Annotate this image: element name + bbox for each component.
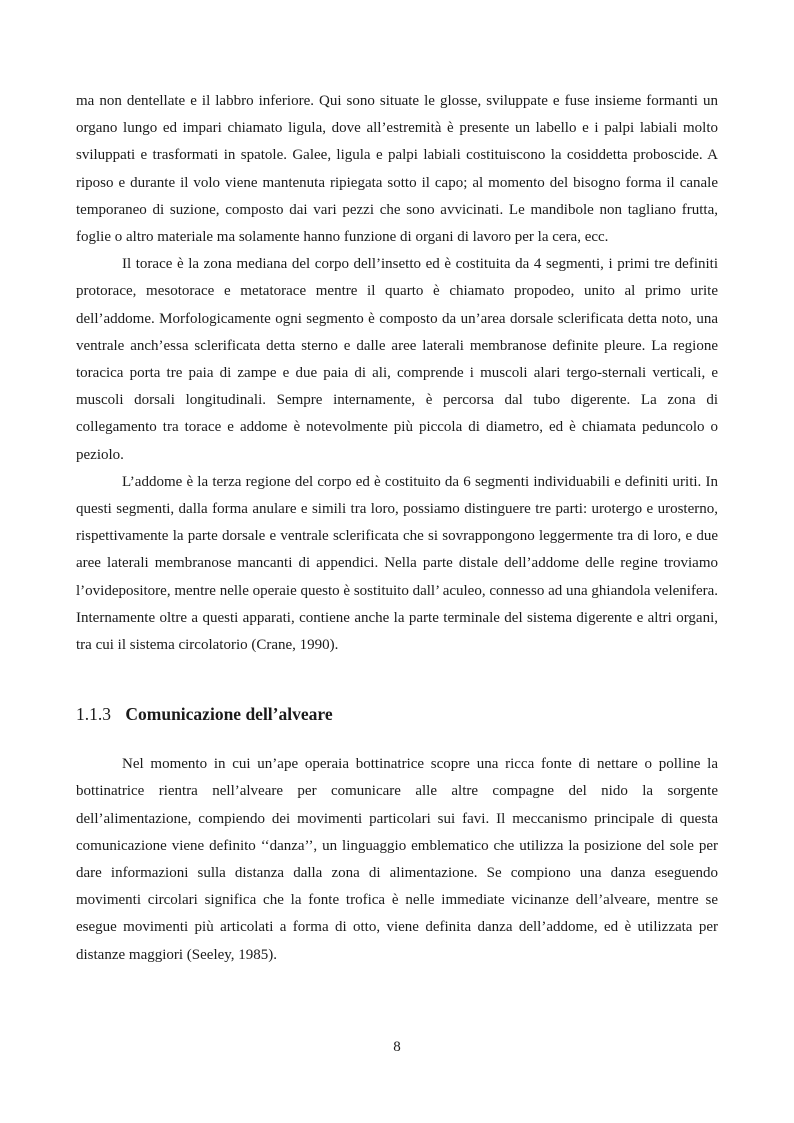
page-number: 8 (393, 1039, 401, 1055)
body-paragraph-thorax: Il torace è la zona mediana del corpo dell’insetto ed è costituita da 4 segmenti, i primi tre definiti protorace, mesotorace e metatorace mentre il quarto è chiamato propodeo, unito al primo urite dell’addome. Morfologicamente ogni segmento è composto da un’area dorsale sclerificata detta noto, una ventrale anch’essa sclerificata detta sterno e dalle aree laterali membranose definite pleure. La regione toracica porta tre paia di zampe e due paia di ali, comprende i muscoli alari tergo-sternali verticali, e muscoli dorsali longitudinali. Sempre internamente, è percorsa dal tubo digerente. La zona di collegamento tra torace e addome è notevolmente più piccola di diametro, ed è chiamata peduncolo o peziolo. (76, 256, 718, 463)
page-content (76, 88, 718, 969)
body-paragraph-mouthparts: ma non dentellate e il labbro inferiore. Qui sono situate le glosse, sviluppate e fuse insieme formanti un organo lungo ed impari chiamato ligula, dove all’estremità è presente un labello e i palpi labiali molto sviluppati e trasformati in spatole. Galee, ligula e palpi labiali costituiscono la cosiddetta proboscide. A riposo e durante il volo viene mantenuta ripiegata sotto il capo; al momento del bisogno forma il canale temporaneo di suzione, composto dai vari pezzi che sono avvicinati. Le mandibole non tagliano frutta, foglie o altro materiale ma solamente hanno funzione di organi di lavoro per la cera, ecc. (76, 93, 718, 246)
section-number: 1.1.3 (76, 704, 111, 725)
section-heading (76, 699, 718, 729)
section-paragraph-communication: Nel momento in cui un’ape operaia bottinatrice scopre una ricca fonte di nettare o polline la bottinatrice rientra nell’alveare per comunicare alle altre compagne del nido la sorgente dell’alimentazione, compiendo dei movimenti particolari sui favi. Il meccanismo principale di questa comunicazione viene definito ‘‘danza’’, un linguaggio emblematico che utilizza la posizione del sole per dare informazioni sulla distanza dalla zona di alimentazione. Se compiono una danza eseguendo movimenti circolari significa che la fonte trofica è nelle immediate vicinanze dell’alveare, mentre se esegue movimenti più articolati a forma di otto, viene definita danza dell’addome, ed è utilizzata per distanze maggiori (Seeley, 1985). (76, 756, 718, 963)
section-title: Comunicazione dell’alveare (125, 704, 333, 725)
body-paragraph-abdomen: L’addome è la terza regione del corpo ed è costituito da 6 segmenti individuabili e definiti uriti. In questi segmenti, dalla forma anulare e simili tra loro, possiamo distinguere tre parti: urotergo e urosterno, rispettivamente la parte dorsale e ventrale sclerificata che si sovrappongono leggermente tra di loro, e due aree laterali membranose mancanti di appendici. Nella parte distale dell’addome delle regine troviamo l’ovidepositore, mentre nelle operaie questo è sostituito dall’ aculeo, connesso ad una ghiandola velenifera. Internamente oltre a questi apparati, contiene anche la parte terminale del sistema digerente e altri organi, tra cui il sistema circolatorio (Crane, 1990). (76, 473, 719, 654)
